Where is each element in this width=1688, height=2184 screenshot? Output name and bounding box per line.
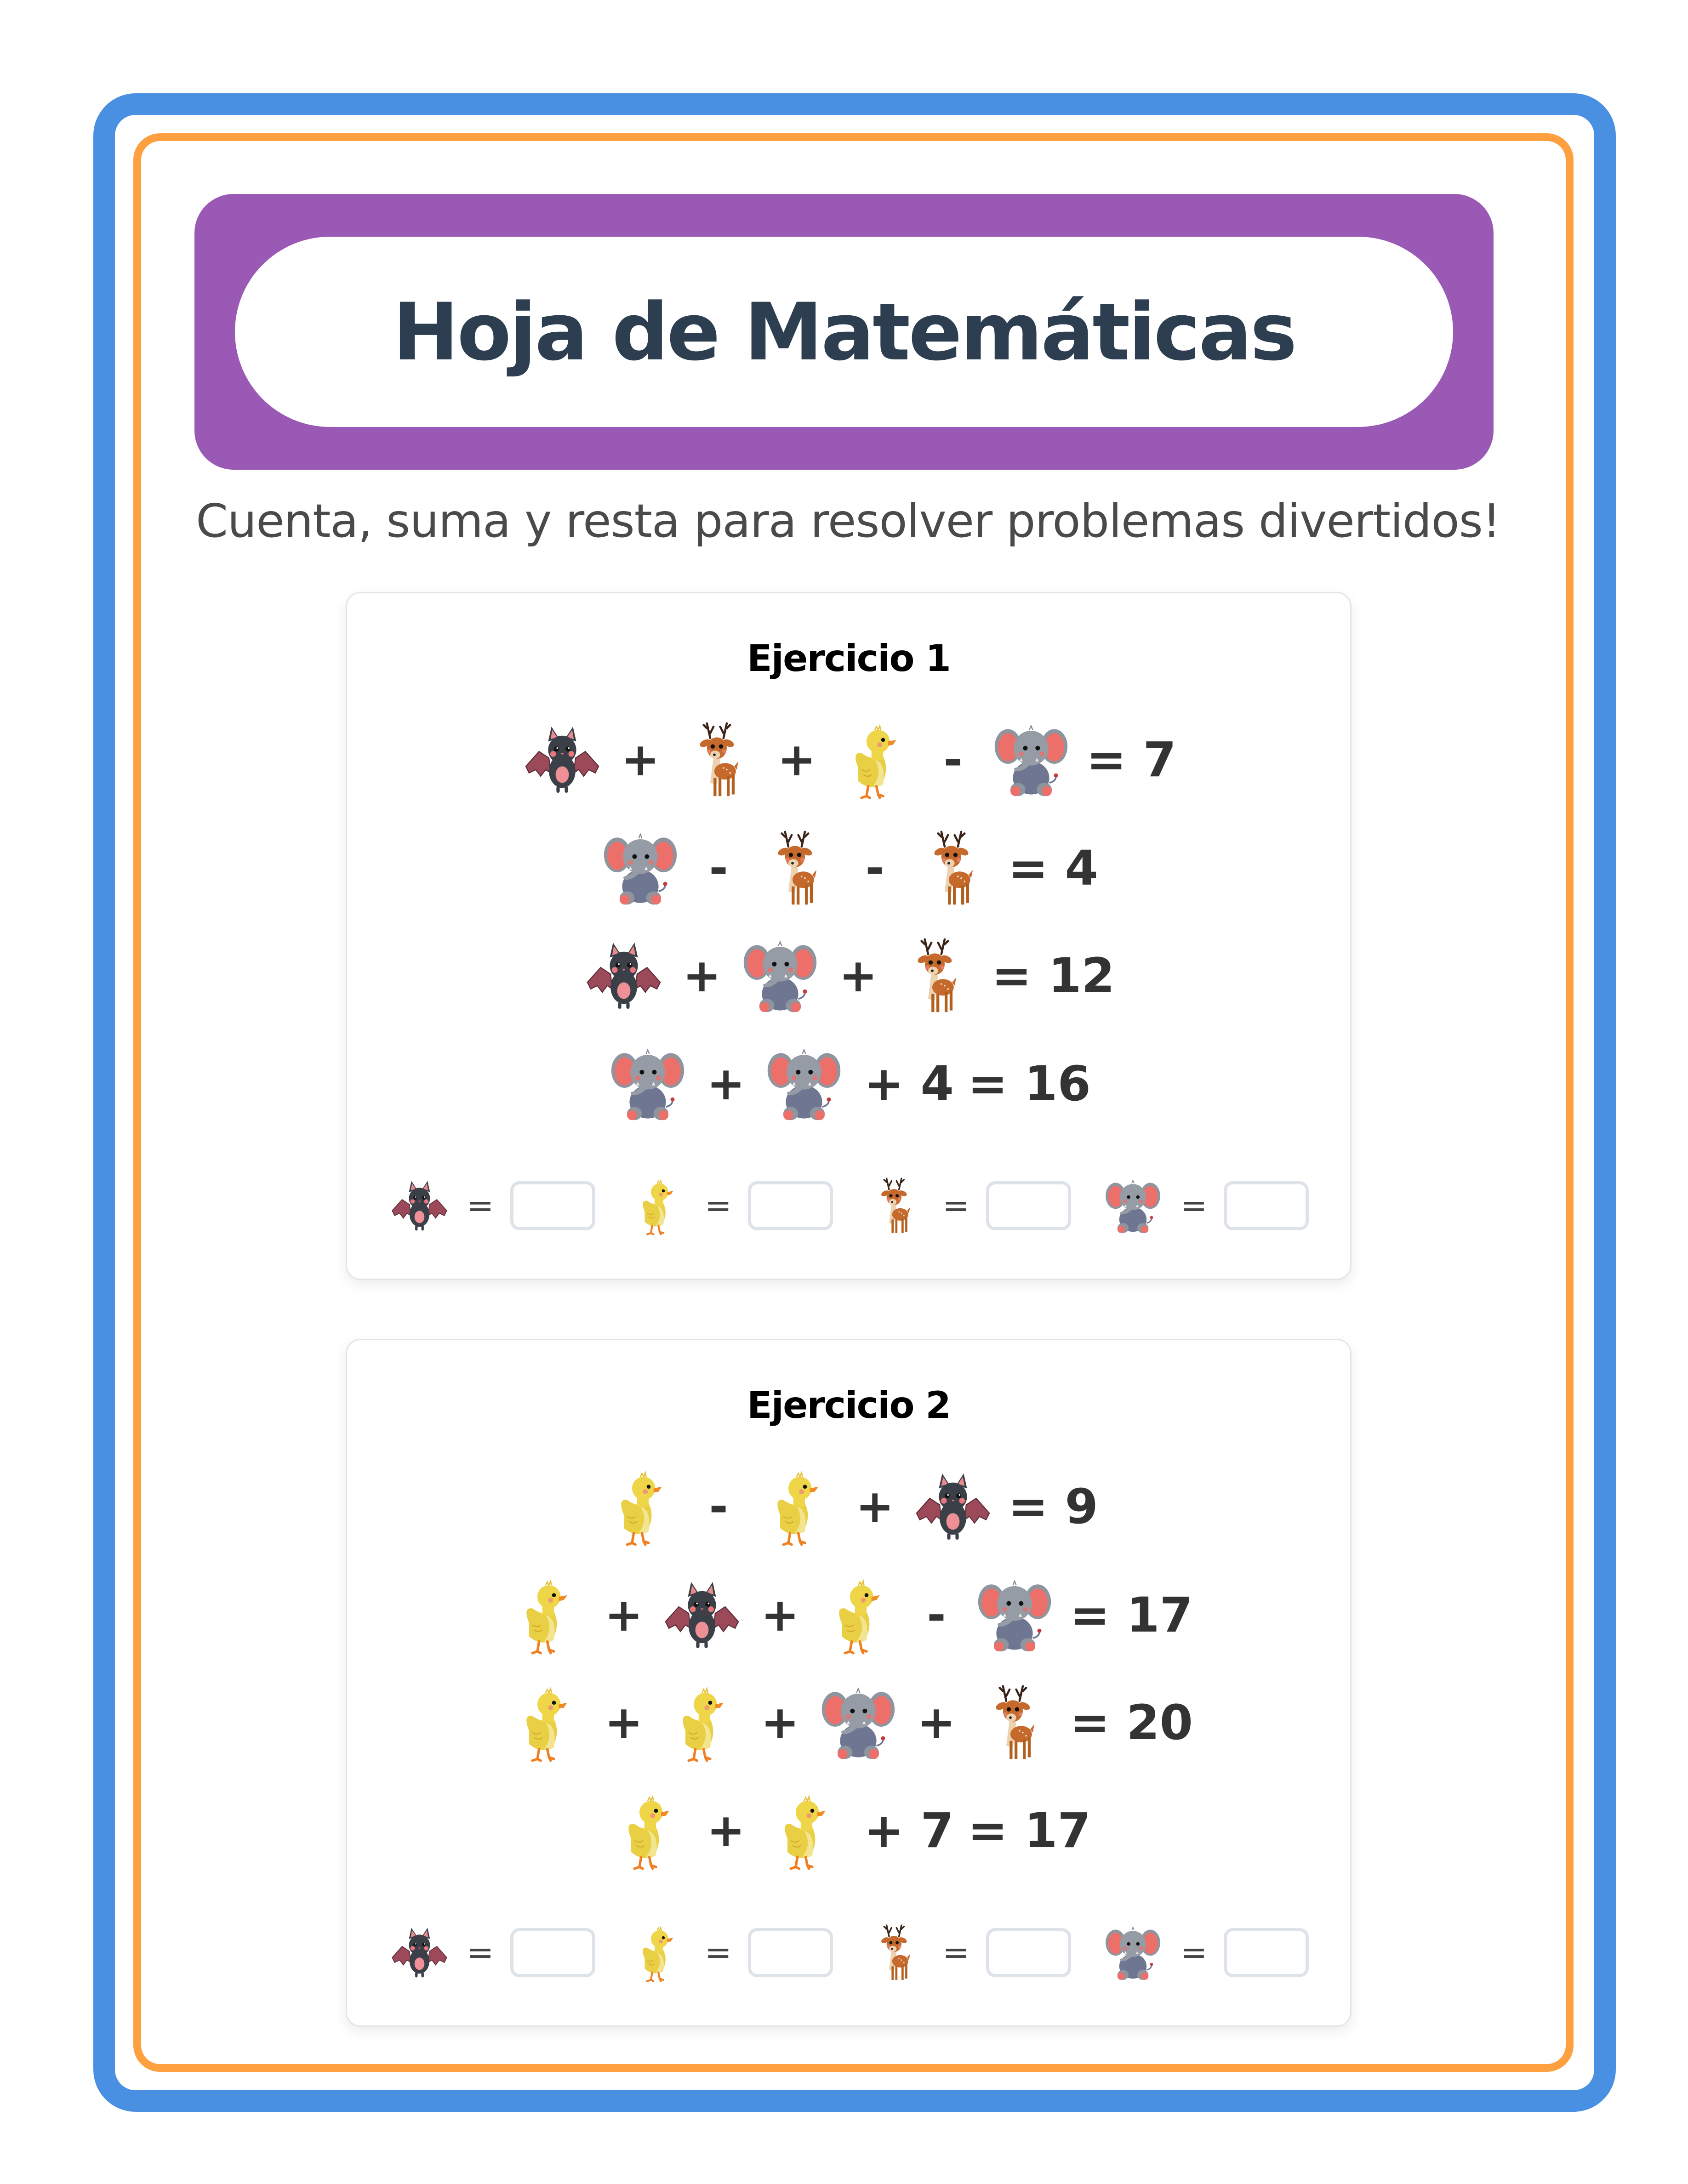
plus-operator: + — [604, 1695, 643, 1749]
minus-operator: - — [709, 841, 728, 895]
duck-icon — [626, 1175, 688, 1237]
bat-icon — [388, 1922, 451, 1984]
duck-icon — [755, 1465, 838, 1548]
plus-operator: + — [777, 733, 816, 786]
deer-icon — [973, 1681, 1056, 1764]
duck-icon — [763, 1789, 845, 1872]
plus-operator: + — [683, 949, 721, 1002]
duck-icon — [626, 1922, 688, 1984]
elephant-icon — [973, 1574, 1056, 1656]
elephant-icon — [606, 1042, 689, 1125]
answer-box-duck[interactable] — [748, 1928, 833, 1977]
plus-operator: + — [761, 1695, 799, 1749]
answer-box-bat[interactable] — [510, 1928, 595, 1977]
equation-constant: + 7 — [864, 1803, 954, 1859]
elephant-icon — [990, 718, 1072, 801]
equation-row — [347, 1677, 1350, 1769]
equation-row — [347, 1038, 1350, 1130]
equation-row — [347, 822, 1350, 914]
equation-result: = 17 — [967, 1803, 1091, 1859]
page-subtitle: Cuenta, suma y resta para resolver problemas divertidos! — [196, 494, 1500, 548]
answer-group-elephant — [1102, 1922, 1309, 1984]
minus-operator: - — [865, 841, 884, 895]
equation-result: = 4 — [1008, 840, 1098, 896]
deer-icon — [755, 827, 838, 910]
exercise-card-1 — [346, 592, 1352, 1280]
deer-icon — [912, 827, 994, 910]
plus-operator: + — [604, 1588, 643, 1642]
bat-icon — [661, 1574, 743, 1656]
duck-icon — [833, 718, 916, 801]
plus-operator: + — [707, 1057, 745, 1110]
equation-result: = 20 — [1069, 1695, 1193, 1751]
answer-box-deer[interactable] — [986, 1928, 1071, 1977]
equation-row — [347, 1785, 1350, 1877]
elephant-icon — [1102, 1175, 1164, 1237]
equals-sign: = — [467, 1187, 494, 1224]
plus-operator: + — [621, 733, 660, 786]
duck-icon — [661, 1681, 743, 1764]
elephant-icon — [763, 1042, 845, 1125]
equation-row — [347, 1461, 1350, 1553]
equals-sign: = — [467, 1934, 494, 1971]
equals-sign: = — [942, 1187, 969, 1224]
answer-row — [388, 1173, 1309, 1238]
answer-box-bat[interactable] — [510, 1181, 595, 1230]
answer-row — [388, 1920, 1309, 1985]
minus-operator: - — [709, 1479, 728, 1533]
answer-group-bat — [388, 1175, 595, 1237]
answer-group-deer — [864, 1175, 1071, 1237]
exercise-card-2 — [346, 1339, 1352, 2027]
equation-result: = 17 — [1069, 1587, 1193, 1643]
equation-result: = 16 — [967, 1056, 1091, 1112]
answer-group-duck — [626, 1922, 833, 1984]
equals-sign: = — [942, 1934, 969, 1971]
duck-icon — [817, 1574, 900, 1656]
equals-sign: = — [705, 1934, 732, 1971]
title-pill — [235, 237, 1453, 427]
bat-icon — [521, 718, 604, 801]
answer-box-deer[interactable] — [986, 1181, 1071, 1230]
equals-sign: = — [1180, 1187, 1208, 1224]
deer-icon — [864, 1922, 926, 1984]
deer-icon — [677, 718, 760, 801]
equation-row — [347, 1569, 1350, 1661]
deer-icon — [864, 1175, 926, 1237]
equation-result: = 9 — [1008, 1479, 1098, 1535]
duck-icon — [606, 1789, 689, 1872]
equation-row — [347, 930, 1350, 1022]
title-banner — [194, 194, 1494, 470]
elephant-icon — [817, 1681, 900, 1764]
answer-box-duck[interactable] — [748, 1181, 833, 1230]
equals-sign: = — [705, 1187, 732, 1224]
deer-icon — [895, 934, 978, 1017]
minus-operator: - — [943, 733, 963, 786]
equation-result: = 12 — [991, 948, 1115, 1004]
plus-operator: + — [761, 1588, 799, 1642]
plus-operator: + — [707, 1803, 745, 1857]
page-title: Hoja de Matemáticas — [393, 285, 1295, 378]
equation-result: = 7 — [1086, 732, 1176, 788]
plus-operator: + — [839, 949, 878, 1002]
answer-group-duck — [626, 1175, 833, 1237]
exercise-title: Ejercicio 2 — [747, 1384, 950, 1427]
equation-row — [347, 714, 1350, 806]
answer-group-deer — [864, 1922, 1071, 1984]
duck-icon — [504, 1681, 587, 1764]
minus-operator: - — [927, 1588, 946, 1642]
answer-box-elephant[interactable] — [1224, 1928, 1309, 1977]
elephant-icon — [1102, 1922, 1164, 1984]
bat-icon — [388, 1175, 451, 1237]
bat-icon — [582, 934, 665, 1017]
bat-icon — [912, 1465, 994, 1548]
elephant-icon — [739, 934, 821, 1017]
equation-constant: + 4 — [864, 1056, 954, 1112]
answer-group-elephant — [1102, 1175, 1309, 1237]
answer-box-elephant[interactable] — [1224, 1181, 1309, 1230]
equals-sign: = — [1180, 1934, 1208, 1971]
elephant-icon — [599, 827, 682, 910]
duck-icon — [599, 1465, 682, 1548]
answer-group-bat — [388, 1922, 595, 1984]
exercise-title: Ejercicio 1 — [747, 637, 950, 680]
duck-icon — [504, 1574, 587, 1656]
plus-operator: + — [917, 1695, 956, 1749]
plus-operator: + — [855, 1479, 895, 1533]
